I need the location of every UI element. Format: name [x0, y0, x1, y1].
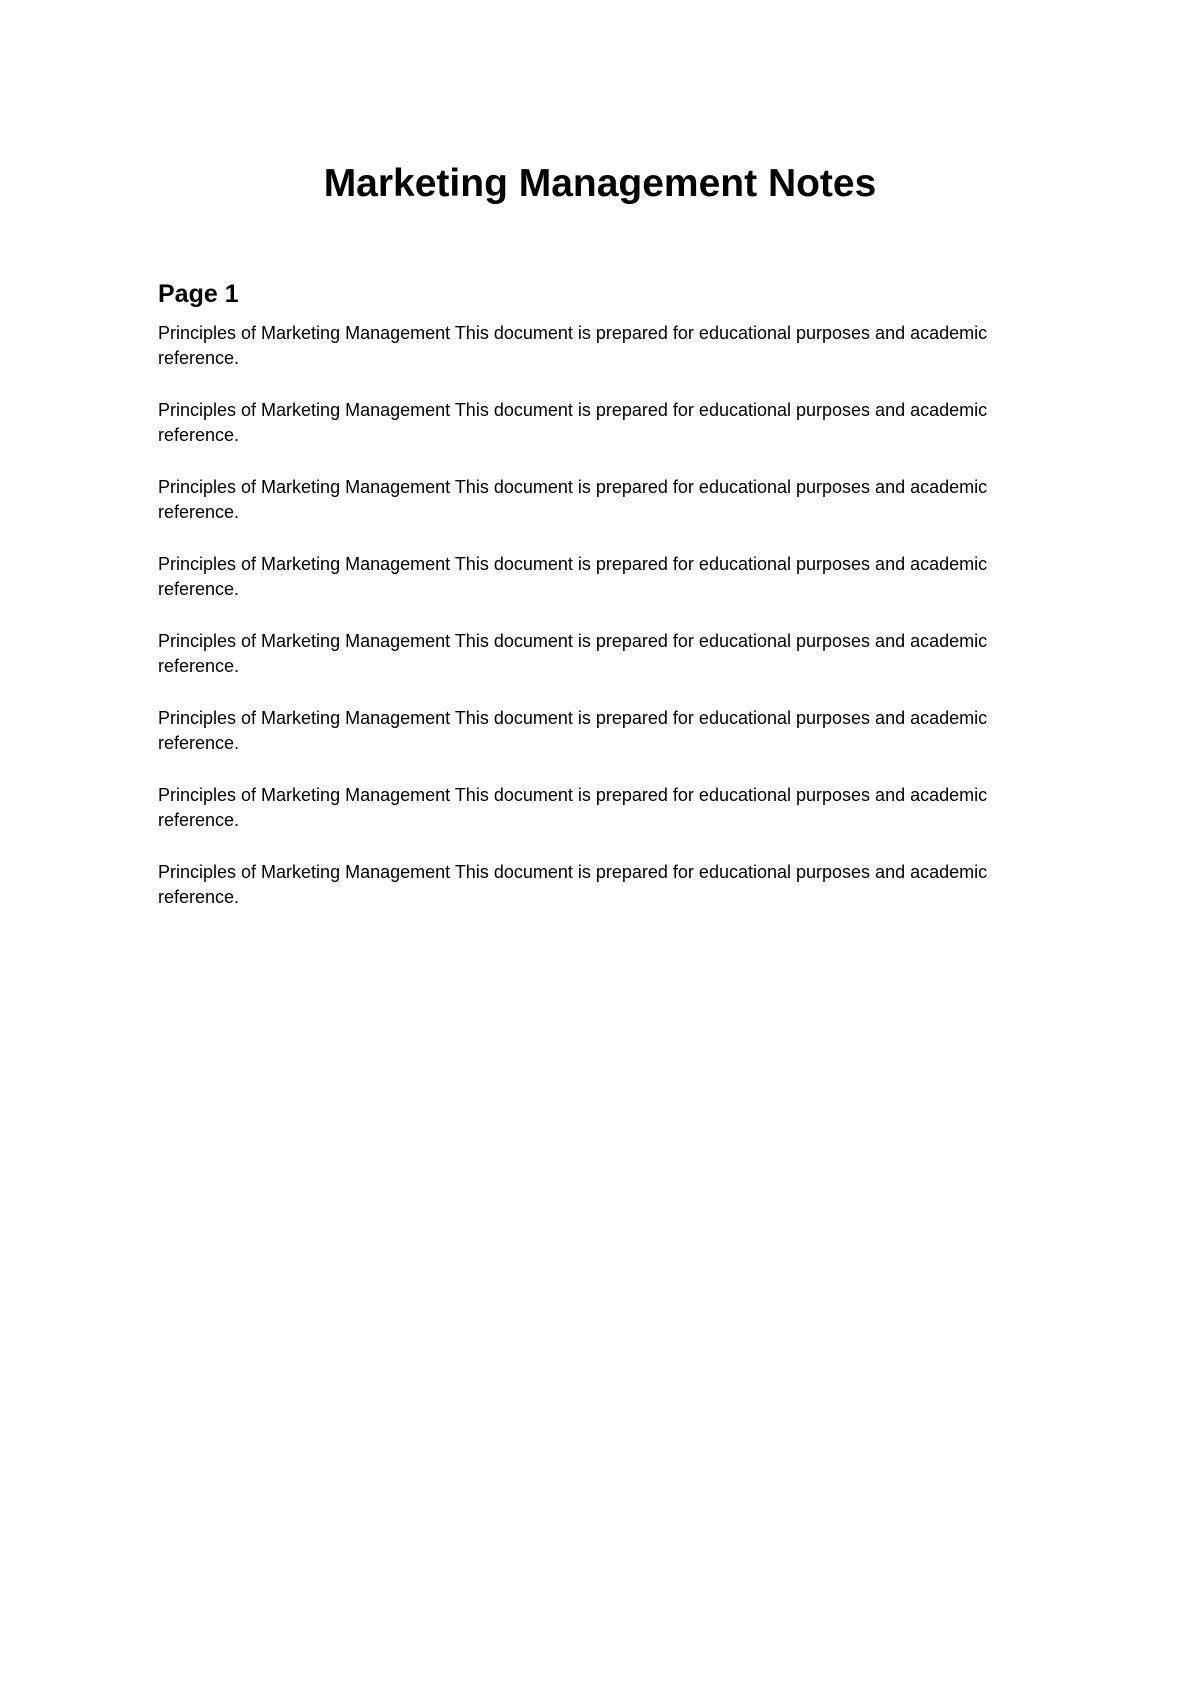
paragraph: Principles of Marketing Management This document is prepared for educational purposes and academic reference. [158, 785, 988, 830]
paragraph: Principles of Marketing Management This document is prepared for educational purposes and academic reference. [158, 554, 988, 599]
document-title: Marketing Management Notes [323, 162, 877, 205]
paragraph: Principles of Marketing Management This document is prepared for educational purposes and academic reference. [158, 477, 988, 522]
paragraph: Principles of Marketing Management This document is prepared for educational purposes and academic reference. [158, 400, 988, 445]
paragraph: Principles of Marketing Management This document is prepared for educational purposes and academic reference. [158, 631, 988, 676]
section-page-1 [158, 277, 1008, 937]
paragraph: Principles of Marketing Management This document is prepared for educational purposes and academic reference. [158, 862, 988, 907]
paragraph: Principles of Marketing Management This document is prepared for educational purposes and academic reference. [158, 323, 988, 368]
paragraph: Principles of Marketing Management This document is prepared for educational purposes and academic reference. [158, 708, 988, 753]
section-heading: Page 1 [158, 280, 239, 308]
